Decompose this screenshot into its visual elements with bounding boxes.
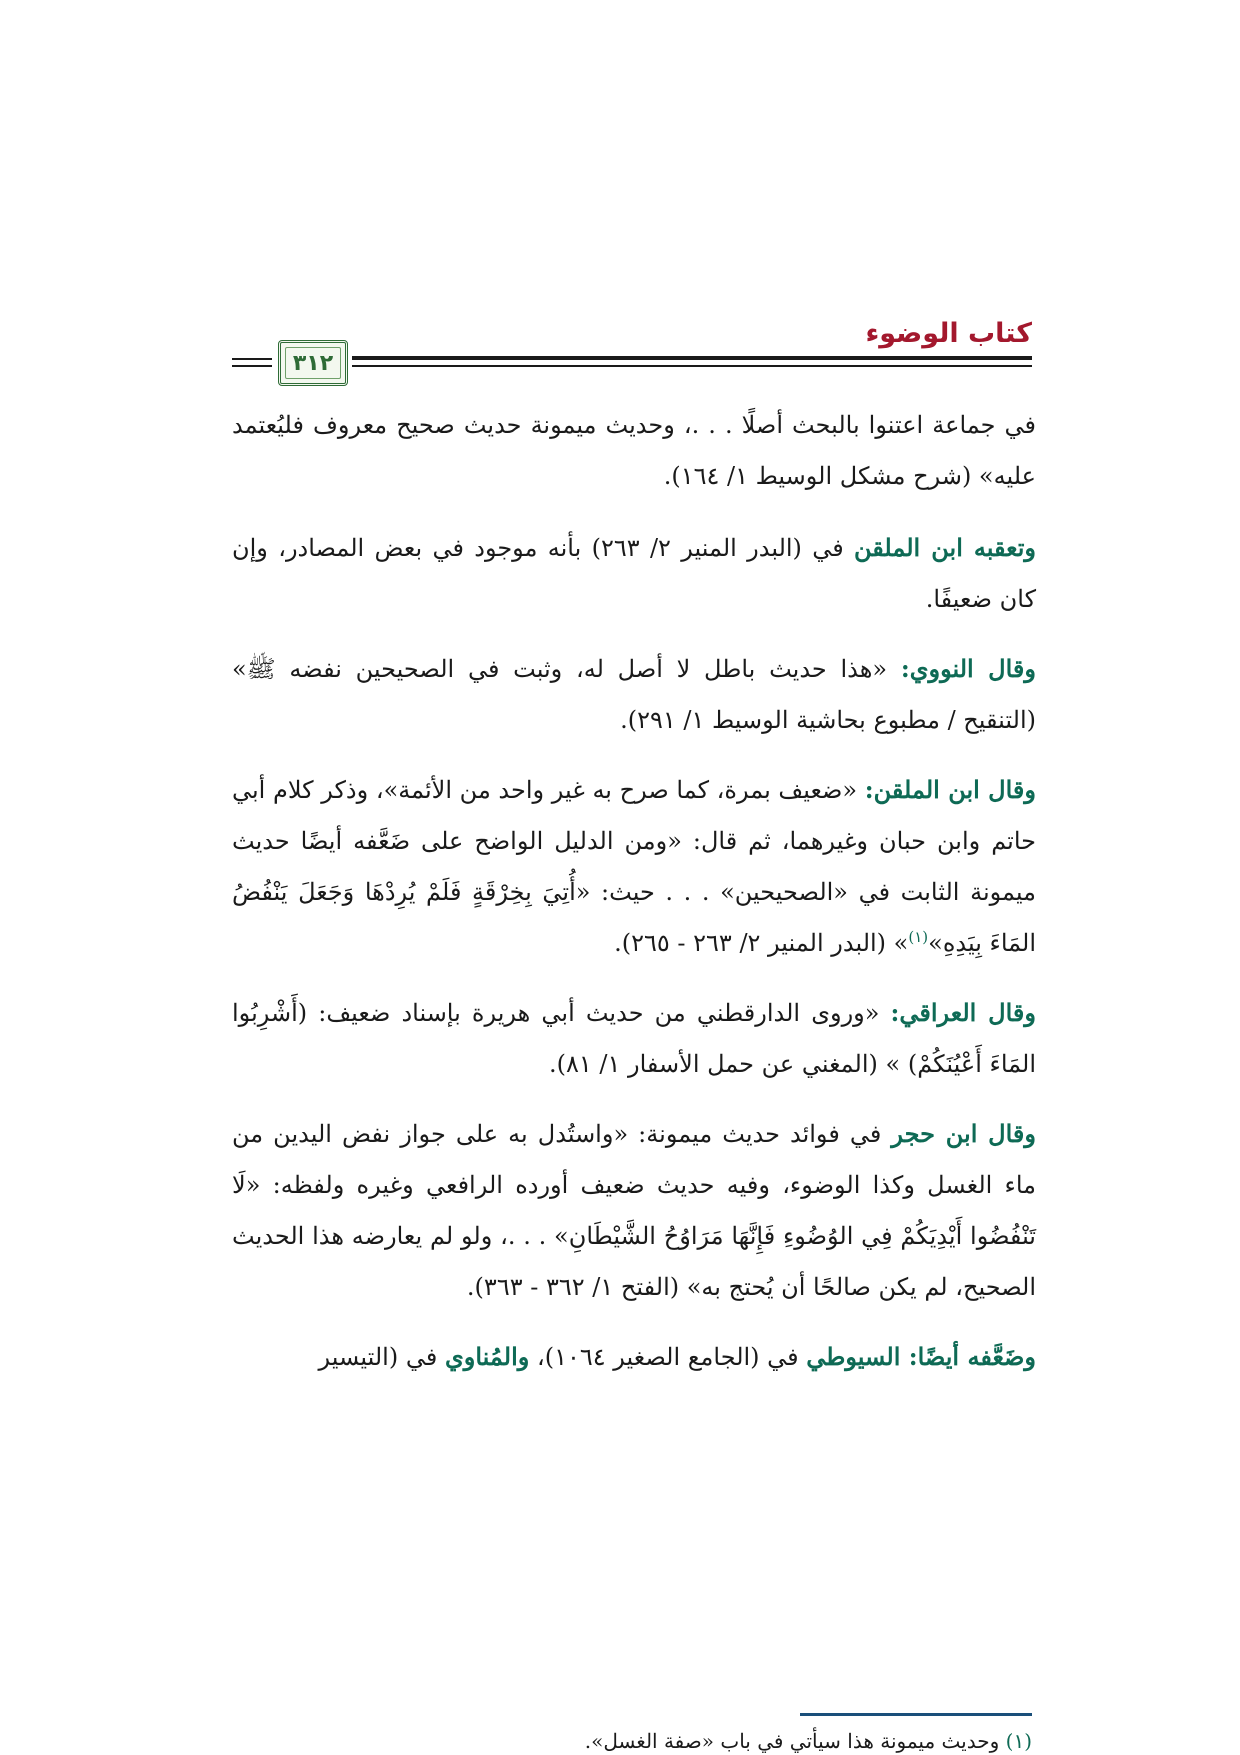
paragraph-1 [232, 400, 1036, 502]
paragraph-lead: وقال العراقي: [890, 998, 1036, 1027]
page-number-frame [278, 340, 348, 386]
header-rule-left-thin [232, 365, 272, 367]
footnote-text: وحديث ميمونة هذا سيأتي في باب «صفة الغسل». [584, 1729, 1006, 1753]
paragraph-lead-2: والمُناوي [444, 1342, 530, 1371]
paragraph-7 [232, 1331, 1036, 1383]
paragraph-6 [232, 1108, 1036, 1313]
paragraph-text-end: » (البدر المنير ٢/ ٢٦٣ - ٢٦٥). [614, 929, 909, 957]
paragraph-3 [232, 643, 1036, 746]
book-title: كتاب الوضوء [865, 318, 1032, 349]
paragraph-text: في جماعة اعتنوا بالبحث أصلًا . . .، وحديث ميمونة حديث صحيح معروف فليُعتمد عليه» (شرح مشكل الوسيط ١/ ١٦٤). [232, 411, 1036, 490]
paragraph-4 [232, 764, 1036, 969]
paragraph-text: «هذا حديث باطل لا أصل له، وثبت في الصحيحين نفضه ﷺ» (التنقيح / مطبوع بحاشية الوسيط ١/ ٢٩١). [232, 655, 1036, 734]
paragraph-text: في (البدر المنير ٢/ ٢٦٣) بأنه موجود في بعض المصادر، وإن كان ضعيفًا. [232, 534, 1036, 613]
footnote-mark: (١) [1005, 1729, 1032, 1753]
paragraph-text: في (الجامع الصغير ١٠٦٤)، [529, 1343, 807, 1371]
paragraph-5 [232, 987, 1036, 1090]
paragraph-lead: وقال ابن حجر [891, 1119, 1036, 1148]
paragraph-lead: وقال النووي: [900, 654, 1036, 683]
page-body [232, 400, 1036, 1401]
paragraph-2 [232, 522, 1036, 625]
paragraph-lead: وتعقبه ابن الملقن [854, 533, 1037, 562]
paragraph-text: «وروى الدارقطني من حديث أبي هريرة بإسناد ضعيف: (أَشْرِبُوا المَاءَ أَعْيُنَكُمْ) » (المغني عن حمل الأسفار ١/ ٨١). [232, 999, 1036, 1078]
header-rule [352, 356, 1032, 360]
paragraph-text: «ضعيف بمرة، كما صرح به غير واحد من الأئمة»، وذكر كلام أبي حاتم وابن حبان وغيرهما، ثم قال: «ومن الدليل الواضح على ضَعَّفه أيضًا حديث ميمونة الثابت في «الصحيحين» . . . حيث: «أُتِيَ بِخِرْقَةٍ فَلَمْ يُرِدْهَا وَجَعَلَ يَنْفُضُ المَاءَ بِيَدِهِ» [232, 776, 1036, 957]
page-number: ٣١٢ [292, 350, 334, 376]
paragraph-lead: وضَعَّفه أيضًا: السيوطي [806, 1342, 1036, 1371]
header-rule-left [232, 358, 272, 360]
page-header [232, 318, 1032, 380]
paragraph-text-2: في (التيسير [318, 1343, 445, 1371]
header-rule-thin [352, 365, 1032, 367]
paragraph-text: في فوائد حديث ميمونة: «واستُدل به على جواز نفض اليدين من ماء الغسل وكذا الوضوء، وفيه حديث ضعيف أورده الرافعي وغيره ولفظه: «لَا تَنْفُضُوا أَيْدِيَكُمْ فِي الوُضُوءِ فَإِنَّهَا مَرَاوُحُ الشَّيْطَانِ» . . .، ولو لم يعارضه هذا الحديث الصحيح، لم يكن صالحًا أن يُحتج به» (الفتح ١/ ٣٦٢ - ٣٦٣). [232, 1120, 1037, 1301]
paragraph-lead: وقال ابن الملقن: [864, 775, 1036, 804]
footnote-separator [800, 1713, 1032, 1716]
footnote [228, 1727, 1032, 1755]
footnote-reference[interactable]: (١) [908, 928, 929, 946]
